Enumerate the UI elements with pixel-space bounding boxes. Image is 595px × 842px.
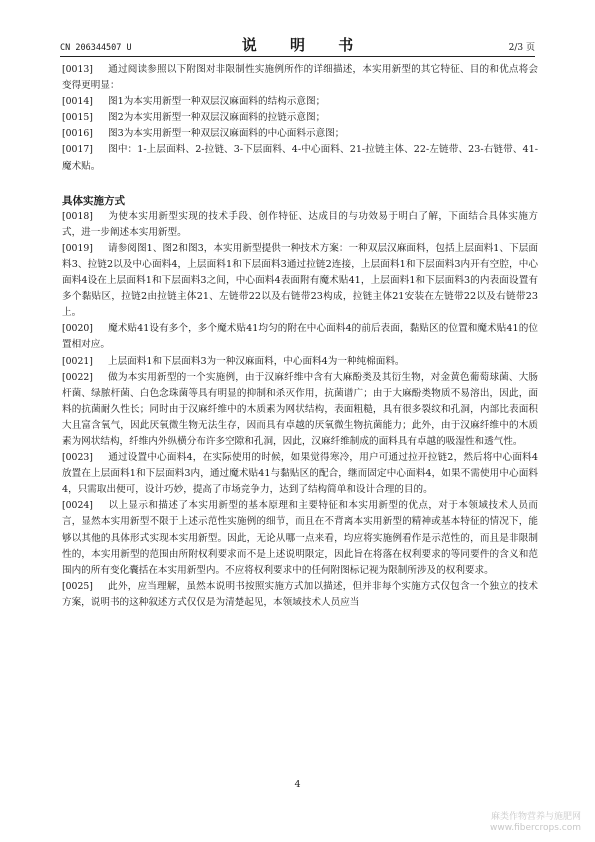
paragraph-number: [0025] xyxy=(62,580,93,592)
paragraph xyxy=(62,354,538,370)
watermark xyxy=(490,812,581,834)
paragraph xyxy=(62,241,538,321)
paragraph-text: 上层面料1和下层面料3为一种汉麻面料，中心面料4为一种纯棉面料。 xyxy=(108,355,405,367)
paragraph-number: [0014] xyxy=(62,96,93,108)
section-heading: 具体实施方式 xyxy=(62,194,125,207)
paragraph xyxy=(62,450,538,498)
paragraph xyxy=(62,110,538,126)
paragraph xyxy=(62,498,538,578)
embodiment-section xyxy=(62,209,538,611)
paragraph-number: [0016] xyxy=(62,128,93,140)
paragraph-text: 图1为本实用新型一种双层汉麻面料的结构示意图； xyxy=(108,96,326,108)
paragraph-text: 图2为本实用新型一种双层汉麻面料的拉链示意图； xyxy=(108,112,326,124)
paragraph-text: 通过阅读参照以下附图对非限制性实施例所作的详细描述，本实用新型的其它特征、目的和优点将会变得更明显： xyxy=(62,64,538,92)
paragraph-text: 图中：1-上层面料、2-拉链、3-下层面料、4-中心面料、21-拉链主体、22-左链带、23-右链带、41-魔术贴。 xyxy=(62,144,538,172)
paragraph-text: 通过设置中心面料4，在实际使用的时候，如果觉得寒冷，用户可通过拉开拉链2，然后将中心面料4放置在上层面料1和下层面料3内，通过魔术贴41与黏贴区的配合，继而固定中心面料4，如果不需使用中心面料4，只需取出便可，设计巧妙，提高了市场竞争力，达到了结构简单和设计合理的目的。 xyxy=(62,452,538,496)
paragraph-number: [0024] xyxy=(62,500,93,512)
paragraph-number: [0013] xyxy=(62,64,93,75)
page-indicator: 2/3 页 xyxy=(508,43,535,53)
watermark-line-2: www.fibercrops.com xyxy=(490,823,581,833)
page-number: 4 xyxy=(294,779,301,790)
paragraph-number: [0019] xyxy=(62,242,93,254)
paragraph xyxy=(62,126,538,142)
paragraph xyxy=(62,62,538,94)
paragraph-number: [0015] xyxy=(62,112,93,124)
paragraph-text: 图3为本实用新型一种双层汉麻面料的中心面料示意图； xyxy=(108,128,345,140)
paragraph-text: 做为本实用新型的一个实施例，由于汉麻纤维中含有大麻酚类及其衍生物，对金黄色葡萄球菌、大肠杆菌、绿脓杆菌、白色念珠菌等具有明显的抑制和杀灭作用，抗菌谱广；由于大麻酚类物质不易溶出，因此，面料的抗菌耐久性长；同时由于汉麻纤维中的木质素为网状结构，表面粗糙，具有很多裂纹和孔洞，内部比表面积大且富含氧气，因此厌氧微生物无法生存，因而具有卓越的厌氧微生物抗菌能力；此外，由于汉麻纤维中的木质素为网状结构，纤维内外纵横分布许多空隙和孔洞，因此，汉麻纤维制成的面料具有卓越的吸湿性和透气性。 xyxy=(62,371,538,447)
paragraph-text: 此外，应当理解，虽然本说明书按照实施方式加以描述，但并非每个实施方式仅包含一个独立的技术方案，说明书的这种叙述方式仅仅是为清楚起见，本领域技术人员应当 xyxy=(62,580,538,608)
paragraph-number: [0021] xyxy=(62,355,93,367)
paragraph xyxy=(62,579,538,611)
paragraph-number: [0022] xyxy=(62,371,93,383)
paragraph xyxy=(62,209,538,241)
publication-number: CN 206344507 U xyxy=(60,43,132,53)
paragraph xyxy=(62,94,538,110)
paragraph-number: [0023] xyxy=(62,452,93,464)
figure-description-section xyxy=(62,62,538,175)
paragraph xyxy=(62,321,538,353)
document-header xyxy=(60,36,535,57)
watermark-line-1: 麻类作物营养与施肥网 xyxy=(490,812,581,822)
paragraph-text: 请参阅图1、图2和图3，本实用新型提供一种技术方案：一种双层汉麻面料，包括上层面料1、下层面料3、拉链2以及中心面料4，上层面料1和下层面料3通过拉链2连接，上层面料1和下层面料3内开有空腔，中心面料4设在上层面料1和下层面料3之间，中心面料4表面附有魔术贴41，上层面料1和下层面料3的内表面设置有多个黏贴区，拉链2由拉链主体21、左链带22以及右链带23构成，拉链主体21安装在左链带22以及右链带23上。 xyxy=(62,242,538,319)
paragraph-number: [0018] xyxy=(62,210,93,222)
document-body xyxy=(62,62,538,611)
paragraph-text: 为使本实用新型实现的技术手段、创作特征、达成目的与功效易于明白了解，下面结合具体实施方式，进一步阐述本实用新型。 xyxy=(62,210,538,238)
paragraph-text: 以上显示和描述了本实用新型的基本原理和主要特征和本实用新型的优点，对于本领域技术人员而言，显然本实用新型不限于上述示范性实施例的细节，而且在不背离本实用新型的精神或基本特征的情况下，能够以其他的具体形式实现本实用新型。因此，无论从哪一点来看，均应将实施例看作是示范性的，而且是非限制性的，本实用新型的范围由所附权利要求而不是上述说明限定，因此旨在将落在权利要求的等同要件的含义和范围内的所有变化囊括在本实用新型内。不应将权利要求中的任何附图标记视为限制所涉及的权利要求。 xyxy=(62,500,538,576)
document-title: 说 明 书 xyxy=(241,36,368,54)
paragraph-text: 魔术贴41设有多个，多个魔术贴41均匀的附在中心面料4的前后表面，黏贴区的位置和魔术贴41的位置相对应。 xyxy=(62,323,538,351)
paragraph xyxy=(62,142,538,174)
paragraph xyxy=(62,370,538,450)
paragraph-number: [0020] xyxy=(62,323,93,335)
paragraph-number: [0017] xyxy=(62,144,93,156)
